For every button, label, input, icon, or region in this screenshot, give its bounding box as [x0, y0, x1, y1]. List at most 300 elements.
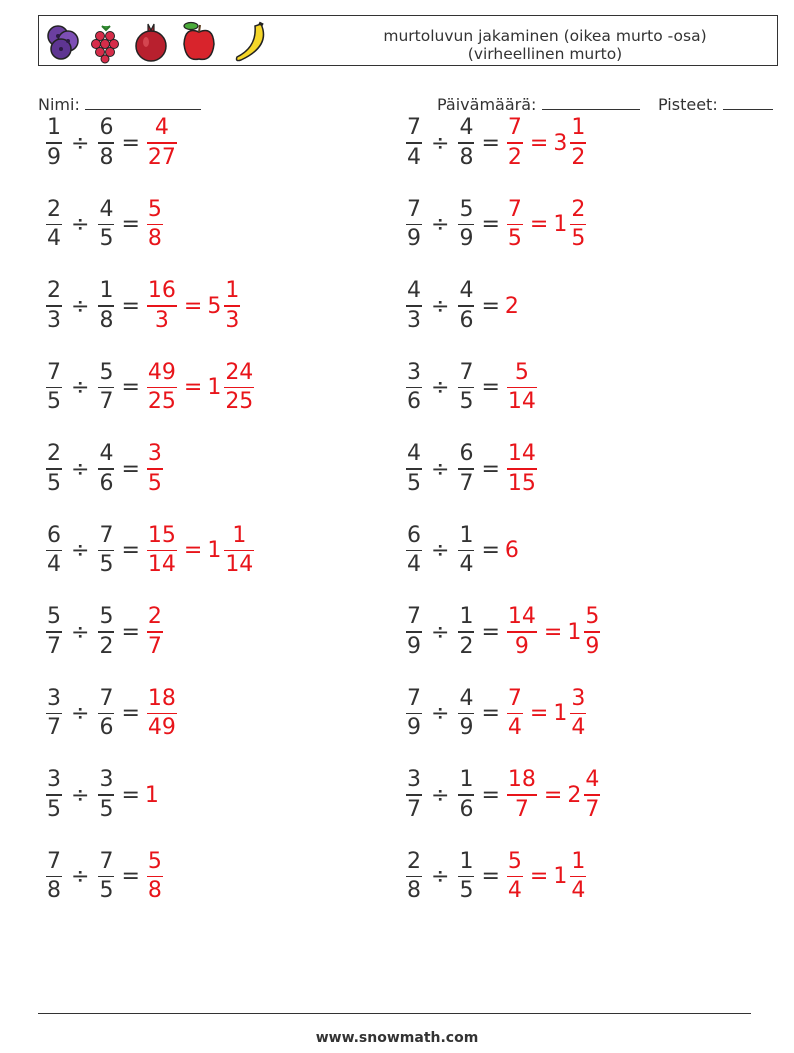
divide-sign: ÷ — [71, 619, 90, 645]
divisor-fraction — [98, 522, 114, 578]
mixed-equals-sign: = — [543, 619, 563, 645]
numerator: 5 — [147, 848, 162, 874]
answer-fraction — [147, 685, 177, 741]
numerator: 4 — [585, 767, 600, 793]
denominator: 8 — [147, 878, 162, 904]
divisor-fraction — [458, 359, 474, 415]
dividend-fraction — [406, 196, 422, 252]
equals-sign: = — [121, 293, 140, 319]
numerator: 18 — [147, 685, 176, 711]
equals-sign: = — [481, 130, 500, 156]
mixed-equals-sign: = — [183, 375, 203, 400]
dividend-fraction — [46, 359, 62, 415]
numerator: 6 — [99, 115, 114, 141]
mixed-equals-sign: = — [529, 130, 549, 156]
numerator: 3 — [407, 359, 421, 385]
denominator: 9 — [514, 633, 529, 659]
problem-7 — [44, 356, 256, 420]
mixed-fraction — [570, 685, 586, 741]
answer — [505, 443, 539, 495]
numerator: 5 — [507, 848, 522, 874]
answer — [505, 294, 519, 319]
numerator: 2 — [571, 196, 586, 222]
numerator: 5 — [99, 604, 114, 630]
numerator: 49 — [147, 359, 176, 385]
denominator: 5 — [47, 796, 61, 822]
denominator: 9 — [459, 226, 474, 252]
divisor-fraction — [98, 685, 114, 741]
answer — [505, 538, 519, 563]
answer — [145, 522, 256, 578]
equals-sign: = — [481, 375, 500, 400]
mixed-fraction — [224, 522, 254, 578]
answer-fraction — [507, 606, 537, 658]
numerator: 24 — [225, 359, 254, 385]
numerator: 5 — [99, 359, 114, 385]
answer-fraction — [507, 769, 537, 821]
denominator: 7 — [47, 633, 61, 659]
fruit-icons — [41, 18, 281, 64]
divide-sign: ÷ — [431, 864, 450, 889]
dividend-fraction — [406, 685, 422, 741]
answer — [505, 196, 588, 252]
mixed-equals-sign: = — [529, 701, 549, 726]
numerator: 7 — [47, 848, 61, 874]
equals-sign: = — [481, 782, 500, 808]
problem-20 — [404, 845, 588, 909]
date-label: Päivämäärä: — [437, 95, 537, 114]
divisor-fraction — [98, 848, 114, 904]
numerator: 7 — [407, 604, 421, 630]
answer-fraction — [507, 443, 537, 495]
numerator: 3 — [99, 767, 114, 793]
denominator: 27 — [147, 144, 176, 170]
denominator: 6 — [99, 715, 114, 741]
denominator: 7 — [99, 389, 114, 415]
denominator: 5 — [47, 389, 61, 415]
dividend-fraction — [46, 117, 62, 169]
denominator: 25 — [225, 389, 254, 415]
mixed-whole-number: 1 — [553, 864, 568, 889]
dividend-fraction — [46, 280, 62, 332]
divisor-fraction — [98, 280, 114, 332]
answer — [145, 280, 242, 332]
problem-11 — [44, 519, 256, 583]
denominator: 9 — [47, 144, 61, 170]
divide-sign: ÷ — [71, 456, 90, 482]
title-line-1: murtoluvun jakaminen (oikea murto -osa) — [383, 27, 707, 45]
dividend-fraction — [46, 443, 62, 495]
banana-icon — [237, 23, 264, 61]
divide-sign: ÷ — [71, 130, 90, 156]
worksheet-title — [335, 27, 755, 63]
equals-sign: = — [121, 701, 140, 726]
mixed-equals-sign: = — [183, 538, 203, 563]
numerator: 5 — [459, 196, 474, 222]
problem-1 — [44, 111, 179, 175]
denominator: 5 — [99, 878, 114, 904]
divide-sign: ÷ — [71, 538, 90, 563]
answer — [145, 359, 256, 415]
numerator: 4 — [154, 115, 169, 141]
answer — [145, 783, 159, 808]
numerator: 7 — [407, 115, 421, 141]
denominator: 5 — [459, 878, 474, 904]
denominator: 4 — [507, 878, 522, 904]
divisor-fraction — [458, 196, 474, 252]
numerator: 1 — [459, 604, 474, 630]
numerator: 7 — [507, 196, 522, 222]
numerator: 1 — [459, 848, 474, 874]
mixed-whole-number: 3 — [553, 130, 568, 156]
divide-sign: ÷ — [71, 782, 90, 808]
denominator: 4 — [459, 552, 474, 578]
problem-10 — [404, 437, 539, 501]
numerator: 1 — [571, 115, 586, 141]
problem-18 — [404, 763, 602, 827]
mixed-equals-sign: = — [529, 864, 549, 889]
problem-16 — [404, 682, 588, 746]
denominator: 8 — [459, 144, 474, 170]
problem-5 — [44, 274, 242, 338]
answer — [505, 848, 588, 904]
answer-fraction — [147, 848, 163, 904]
divisor-fraction — [458, 606, 474, 658]
denominator: 5 — [47, 470, 61, 496]
denominator: 3 — [154, 307, 169, 333]
equals-sign: = — [481, 456, 500, 482]
pomegranate-icon — [136, 24, 166, 61]
answer-integer: 1 — [144, 782, 159, 808]
denominator: 14 — [147, 552, 176, 578]
divide-sign: ÷ — [431, 701, 450, 726]
numerator: 5 — [585, 604, 600, 630]
numerator: 14 — [507, 604, 536, 630]
denominator: 14 — [507, 389, 536, 415]
divisor-fraction — [98, 359, 114, 415]
numerator: 1 — [459, 522, 474, 548]
answer — [505, 685, 588, 741]
dividend-fraction — [406, 280, 422, 332]
divisor-fraction — [98, 196, 114, 252]
equals-sign: = — [481, 293, 500, 319]
denominator: 7 — [514, 796, 529, 822]
divide-sign: ÷ — [431, 130, 450, 156]
denominator: 9 — [407, 633, 421, 659]
denominator: 7 — [47, 715, 61, 741]
numerator: 2 — [47, 278, 61, 304]
divisor-fraction — [98, 117, 114, 169]
divide-sign: ÷ — [431, 456, 450, 482]
equals-sign: = — [121, 212, 140, 237]
denominator: 7 — [407, 796, 421, 822]
name-label: Nimi: — [38, 95, 80, 114]
equals-sign: = — [481, 701, 500, 726]
denominator: 8 — [99, 307, 114, 333]
apple-icon — [184, 23, 214, 60]
score-blank[interactable] — [723, 94, 773, 110]
numerator: 4 — [407, 278, 421, 304]
answer — [145, 196, 165, 252]
equals-sign: = — [121, 538, 140, 563]
numerator: 7 — [507, 685, 522, 711]
numerator: 3 — [47, 685, 61, 711]
divide-sign: ÷ — [71, 293, 90, 319]
numerator: 4 — [459, 278, 474, 304]
denominator: 5 — [507, 226, 522, 252]
blueberries-icon — [48, 26, 78, 59]
numerator: 7 — [507, 115, 522, 141]
numerator: 2 — [47, 441, 61, 467]
dividend-fraction — [46, 685, 62, 741]
numerator: 7 — [407, 196, 421, 222]
divide-sign: ÷ — [431, 375, 450, 400]
numerator: 4 — [459, 115, 474, 141]
numerator: 4 — [99, 441, 114, 467]
denominator: 8 — [147, 226, 162, 252]
denominator: 2 — [507, 144, 522, 170]
divisor-fraction — [98, 769, 114, 821]
numerator: 2 — [407, 848, 421, 874]
answer-integer: 6 — [504, 538, 519, 563]
numerator: 6 — [407, 522, 421, 548]
numerator: 3 — [407, 767, 421, 793]
answer-fraction — [147, 522, 177, 578]
dividend-fraction — [406, 606, 422, 658]
answer-integer: 2 — [504, 293, 519, 319]
denominator: 4 — [507, 715, 522, 741]
answer-fraction — [147, 280, 177, 332]
denominator: 2 — [571, 144, 586, 170]
divide-sign: ÷ — [431, 212, 450, 237]
answer — [505, 359, 539, 415]
numerator: 7 — [459, 359, 474, 385]
denominator: 9 — [585, 633, 600, 659]
dividend-fraction — [46, 196, 62, 252]
numerator: 5 — [147, 196, 162, 222]
answer-fraction — [507, 685, 523, 741]
numerator: 7 — [99, 522, 114, 548]
title-line-2: (virheellinen murto) — [467, 45, 623, 63]
numerator: 6 — [47, 522, 61, 548]
numerator: 1 — [459, 767, 474, 793]
mixed-whole-number: 1 — [207, 538, 222, 563]
denominator: 6 — [459, 796, 474, 822]
denominator: 5 — [571, 226, 586, 252]
divide-sign: ÷ — [431, 293, 450, 319]
denominator: 3 — [407, 307, 421, 333]
numerator: 4 — [407, 441, 421, 467]
denominator: 5 — [99, 796, 114, 822]
problem-17 — [44, 763, 159, 827]
denominator: 49 — [147, 715, 176, 741]
denominator: 8 — [407, 878, 421, 904]
numerator: 2 — [147, 604, 162, 630]
equals-sign: = — [121, 864, 140, 889]
numerator: 3 — [147, 441, 162, 467]
numerator: 14 — [507, 441, 536, 467]
mixed-whole-number: 2 — [567, 782, 582, 808]
footer-divider — [38, 1013, 751, 1014]
numerator: 7 — [47, 359, 61, 385]
denominator: 9 — [407, 715, 421, 741]
answer — [145, 117, 179, 169]
numerator: 18 — [507, 767, 536, 793]
answer — [145, 685, 179, 741]
mixed-equals-sign: = — [543, 782, 563, 808]
divide-sign: ÷ — [431, 782, 450, 808]
numerator: 6 — [459, 441, 474, 467]
denominator: 6 — [459, 307, 474, 333]
problem-15 — [44, 682, 179, 746]
denominator: 5 — [99, 226, 114, 252]
dividend-fraction — [406, 117, 422, 169]
problem-9 — [44, 437, 165, 501]
answer — [505, 117, 588, 169]
divide-sign: ÷ — [431, 619, 450, 645]
mixed-equals-sign: = — [183, 293, 203, 319]
denominator: 3 — [47, 307, 61, 333]
denominator: 6 — [99, 470, 114, 496]
problem-2 — [404, 111, 588, 175]
numerator: 5 — [514, 359, 529, 385]
denominator: 8 — [47, 878, 61, 904]
divisor-fraction — [98, 443, 114, 495]
divisor-fraction — [458, 685, 474, 741]
denominator: 9 — [407, 226, 421, 252]
divide-sign: ÷ — [71, 212, 90, 237]
divisor-fraction — [458, 522, 474, 578]
numerator: 1 — [571, 848, 586, 874]
mixed-whole-number: 5 — [207, 293, 222, 319]
numerator: 1 — [99, 278, 114, 304]
numerator: 4 — [99, 196, 114, 222]
score-label: Pisteet: — [658, 95, 718, 114]
problem-6 — [404, 274, 519, 338]
denominator: 15 — [507, 470, 536, 496]
divisor-fraction — [458, 443, 474, 495]
denominator: 25 — [147, 389, 176, 415]
answer-fraction — [507, 359, 537, 415]
date-blank[interactable] — [542, 94, 640, 110]
name-blank[interactable] — [85, 94, 201, 110]
equals-sign: = — [481, 619, 500, 645]
answer — [145, 443, 165, 495]
equals-sign: = — [121, 456, 140, 482]
divisor-fraction — [458, 117, 474, 169]
divisor-fraction — [458, 280, 474, 332]
mixed-whole-number: 1 — [553, 212, 568, 237]
divide-sign: ÷ — [71, 701, 90, 726]
denominator: 4 — [47, 552, 61, 578]
numerator: 1 — [225, 278, 240, 304]
denominator: 14 — [225, 552, 254, 578]
answer-fraction — [147, 196, 163, 252]
dividend-fraction — [406, 848, 422, 904]
denominator: 7 — [585, 796, 600, 822]
equals-sign: = — [121, 782, 140, 808]
problem-12 — [404, 519, 519, 583]
answer-fraction — [507, 117, 523, 169]
numerator: 3 — [571, 685, 586, 711]
mixed-fraction — [570, 196, 586, 252]
answer-fraction — [147, 606, 163, 658]
divide-sign: ÷ — [71, 864, 90, 889]
footer-url[interactable]: www.snowmath.com — [315, 1030, 479, 1046]
mixed-equals-sign: = — [529, 212, 549, 237]
denominator: 8 — [99, 144, 114, 170]
divisor-fraction — [458, 848, 474, 904]
mixed-fraction — [584, 769, 600, 821]
problem-14 — [404, 600, 602, 664]
dividend-fraction — [406, 443, 422, 495]
dividend-fraction — [46, 606, 62, 658]
denominator: 5 — [147, 470, 162, 496]
numerator: 1 — [47, 115, 61, 141]
dividend-fraction — [46, 522, 62, 578]
mixed-fraction — [224, 359, 254, 415]
dividend-fraction — [46, 848, 62, 904]
equals-sign: = — [121, 375, 140, 400]
answer-fraction — [507, 848, 523, 904]
numerator: 7 — [407, 685, 421, 711]
mixed-fraction — [570, 117, 586, 169]
answer — [145, 606, 165, 658]
denominator: 4 — [571, 715, 586, 741]
numerator: 2 — [47, 196, 61, 222]
numerator: 7 — [99, 848, 114, 874]
answer-fraction — [147, 359, 177, 415]
denominator: 4 — [407, 552, 421, 578]
numerator: 4 — [459, 685, 474, 711]
divisor-fraction — [98, 606, 114, 658]
numerator: 3 — [47, 767, 61, 793]
equals-sign: = — [121, 619, 140, 645]
dividend-fraction — [46, 769, 62, 821]
denominator: 5 — [407, 470, 421, 496]
denominator: 7 — [147, 633, 162, 659]
problem-19 — [44, 845, 165, 909]
problem-8 — [404, 356, 539, 420]
denominator: 4 — [571, 878, 586, 904]
denominator: 5 — [459, 389, 474, 415]
problem-13 — [44, 600, 165, 664]
denominator: 6 — [407, 389, 421, 415]
mixed-fraction — [584, 606, 600, 658]
score-field[interactable] — [658, 94, 773, 114]
raspberry-icon — [92, 26, 119, 63]
dividend-fraction — [406, 359, 422, 415]
mixed-fraction — [224, 280, 240, 332]
answer-fraction — [147, 443, 163, 495]
numerator: 5 — [47, 604, 61, 630]
equals-sign: = — [481, 538, 500, 563]
denominator: 7 — [459, 470, 474, 496]
numerator: 16 — [147, 278, 176, 304]
divisor-fraction — [458, 769, 474, 821]
mixed-fraction — [570, 848, 586, 904]
mixed-whole-number: 1 — [207, 375, 222, 400]
answer — [505, 606, 602, 658]
divide-sign: ÷ — [71, 375, 90, 400]
equals-sign: = — [121, 130, 140, 156]
equals-sign: = — [481, 212, 500, 237]
denominator: 3 — [225, 307, 240, 333]
equals-sign: = — [481, 864, 500, 889]
answer — [505, 769, 602, 821]
dividend-fraction — [406, 522, 422, 578]
worksheet-header — [38, 15, 778, 66]
